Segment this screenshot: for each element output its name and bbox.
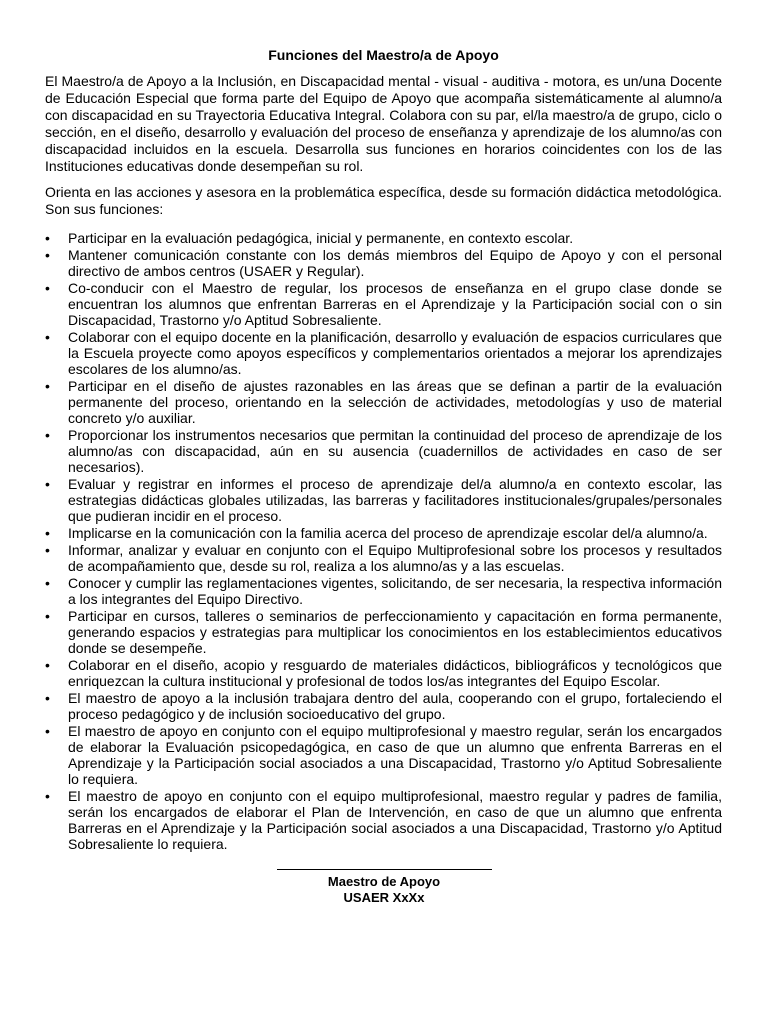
- function-item: • Mantener comunicación constante con los demás miembros del Equipo de Apoyo y con el personal directivo de ambos centros (USAER y Regular).: [45, 247, 722, 279]
- functions-list: [45, 230, 722, 852]
- function-item: • Participar en cursos, talleres o seminarios de perfeccionamiento y capacitación en forma permanente, generando espacios y estrategias para multiplicar los conocimientos en los establecimientos educativos donde se desempeñe.: [45, 608, 722, 656]
- function-item: • Colaborar en el diseño, acopio y resguardo de materiales didácticos, bibliográficos y tecnológicos que enriquezcan la cultura institucional y profesional de todos los/as integrantes del Equipo Escolar.: [45, 657, 722, 689]
- signature-unit: USAER XxXx: [343, 890, 425, 905]
- function-item: • El maestro de apoyo a la inclusión trabajara dentro del aula, cooperando con el grupo, fortaleciendo el proceso pedagógico y de inclusión socioeducativo del grupo.: [45, 690, 722, 722]
- function-item: • Proporcionar los instrumentos necesarios que permitan la continuidad del proceso de aprendizaje de los alumno/as con discapacidad, aún en su ausencia (cuadernillos de actividades en caso de ser necesarios).: [45, 427, 722, 475]
- document-page: [45, 46, 722, 853]
- signature-block: [0, 869, 768, 906]
- function-item: • Colaborar con el equipo docente en la planificación, desarrollo y evaluación de espacios curriculares que la Escuela proyecte como apoyos específicos y complementarios orientados a mejorar los aprendizajes escolares de los alumno/as.: [45, 329, 722, 377]
- function-item: • Participar en la evaluación pedagógica, inicial y permanente, en contexto escolar.: [45, 230, 722, 246]
- signature-line: [277, 869, 492, 870]
- function-item: • Evaluar y registrar en informes el proceso de aprendizaje del/a alumno/a en contexto escolar, las estrategias didácticas globales utilizadas, las barreras y facilitadores institucionales/grupales/personales que pudieran incidir en el proceso.: [45, 476, 722, 524]
- functions-intro-paragraph: Orienta en las acciones y asesora en la problemática específica, desde su formación didáctica metodológica. Son sus funciones:: [45, 184, 722, 217]
- document-title: Funciones del Maestro/a de Apoyo: [268, 47, 499, 63]
- function-item: • Implicarse en la comunicación con la familia acerca del proceso de aprendizaje escolar del/a alumno/a.: [45, 525, 722, 541]
- function-item: • El maestro de apoyo en conjunto con el equipo multiprofesional, maestro regular y padres de familia, serán los encargados de elaborar el Plan de Intervención, en caso de que un alumno que enfrenta Barreras en el Aprendizaje y la Participación social asociados a una Discapacidad, Trastorno y/o Aptitud Sobresaliente lo requiera.: [45, 788, 722, 852]
- function-item: • Informar, analizar y evaluar en conjunto con el Equipo Multiprofesional sobre los procesos y resultados de acompañamiento que, desde su rol, realiza a los alumno/as y a las escuelas.: [45, 542, 722, 574]
- function-item: • El maestro de apoyo en conjunto con el equipo multiprofesional y maestro regular, serán los encargados de elaborar la Evaluación psicopedagógica, en caso de que un alumno que enfrenta Barreras en el Aprendizaje y la Participación social asociados a una Discapacidad, Trastorno y/o Aptitud Sobresaliente lo requiera.: [45, 723, 722, 787]
- function-item: • Participar en el diseño de ajustes razonables en las áreas que se definan a partir de la evaluación permanente del proceso, orientando en la selección de actividades, metodologías y uso de material concreto y/o auxiliar.: [45, 378, 722, 426]
- intro-paragraph: El Maestro/a de Apoyo a la Inclusión, en Discapacidad mental - visual - auditiva - motora, es un/una Docente de Educación Especial que forma parte del Equipo de Apoyo que acompaña sistemáticamente al alumno/a con discapacidad en su Trayectoria Educativa Integral. Colabora con su par, el/la maestro/a de grupo, ciclo o sección, en el diseño, desarrollo y evaluación del proceso de enseñanza y aprendizaje de los alumno/as con discapacidad incluidos en la escuela. Desarrolla sus funciones en horarios coincidentes con los de las Instituciones educativas donde desempeñan su rol.: [45, 73, 722, 174]
- function-item: • Co-conducir con el Maestro de regular, los procesos de enseñanza en el grupo clase donde se encuentran los alumnos que enfrentan Barreras en el Aprendizaje y la Participación social con o sin Discapacidad, Trastorno y/o Aptitud Sobresaliente.: [45, 280, 722, 328]
- function-item: • Conocer y cumplir las reglamentaciones vigentes, solicitando, de ser necesaria, la respectiva información a los integrantes del Equipo Directivo.: [45, 575, 722, 607]
- signature-role: Maestro de Apoyo: [327, 874, 441, 889]
